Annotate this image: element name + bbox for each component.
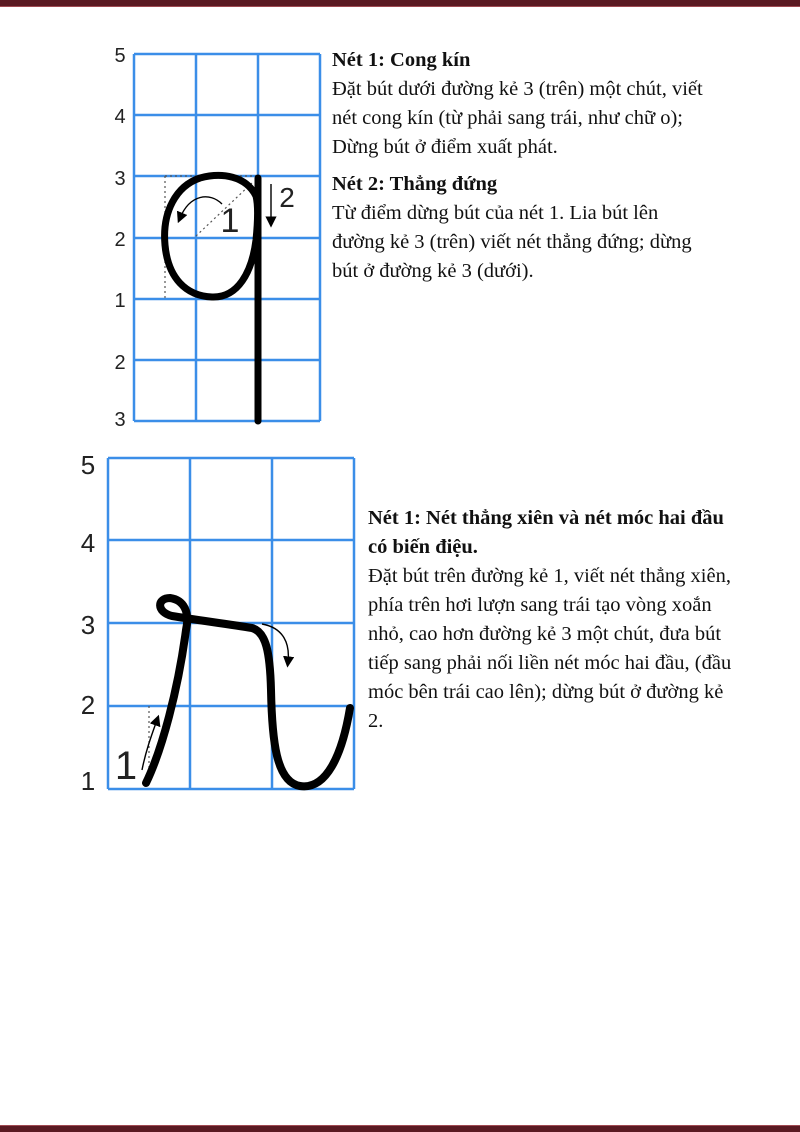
- q-row-label-2-lower: 2: [114, 352, 126, 374]
- q-stroke2-title: Nét 2: Thẳng đứng: [332, 173, 498, 195]
- q-stroke1-title: Nét 1: Cong kín: [332, 49, 471, 71]
- q-row-label-3: 3: [114, 168, 126, 190]
- letter-q-diagram: [114, 45, 320, 431]
- r-stroke-number-1: 1: [114, 744, 138, 788]
- q-row-label-4: 4: [114, 106, 126, 128]
- q-row-label-1: 1: [114, 290, 126, 312]
- r-stroke1-body: Đặt bút trên đường kẻ 1, viết nét thẳng xiên, phía trên hơi lượn sang trái tạo vòng xoắn nhỏ, cao hơn đường kẻ 3 một chút, đưa bút tiếp sang phải nối liền nét móc hai đầu, (đầu móc bên trái cao lên); dừng bút ở đường kẻ 2.: [368, 565, 732, 732]
- r-row-label-3: 3: [80, 610, 96, 640]
- q-stroke-number-2: 2: [279, 182, 295, 213]
- q-row-label-2: 2: [114, 229, 126, 251]
- r-row-label-5: 5: [80, 450, 96, 480]
- letter-r-diagram: [81, 450, 354, 796]
- q-row-label-5: 5: [114, 45, 126, 67]
- letter-r-instructions: [368, 504, 738, 736]
- r-row-label-2: 2: [80, 690, 96, 720]
- r-row-label-4: 4: [80, 528, 96, 558]
- q-row-label-3-lower: 3: [114, 409, 126, 431]
- q-stroke1-arrow: [180, 197, 222, 218]
- q-stroke2-body: Từ điểm dừng bút của nét 1. Lia bút lên đường kẻ 3 (trên) viết nét thẳng đứng; dừng bút ở đường kẻ 3 (dưới).: [332, 202, 692, 282]
- q-stroke1-body: Đặt bút dưới đường kẻ 3 (trên) một chút, viết nét cong kín (từ phải sang trái, như chữ o); Dừng bút ở điểm xuất phát.: [332, 78, 703, 158]
- q-stroke-number-1: 1: [220, 202, 240, 240]
- r-letter-strokes: [146, 598, 350, 786]
- r-stroke1-title: Nét 1: Nét thẳng xiên và nét móc hai đầu có biến điệu.: [368, 507, 724, 558]
- r-row-label-1: 1: [80, 766, 96, 796]
- letter-q-instructions: [332, 46, 712, 286]
